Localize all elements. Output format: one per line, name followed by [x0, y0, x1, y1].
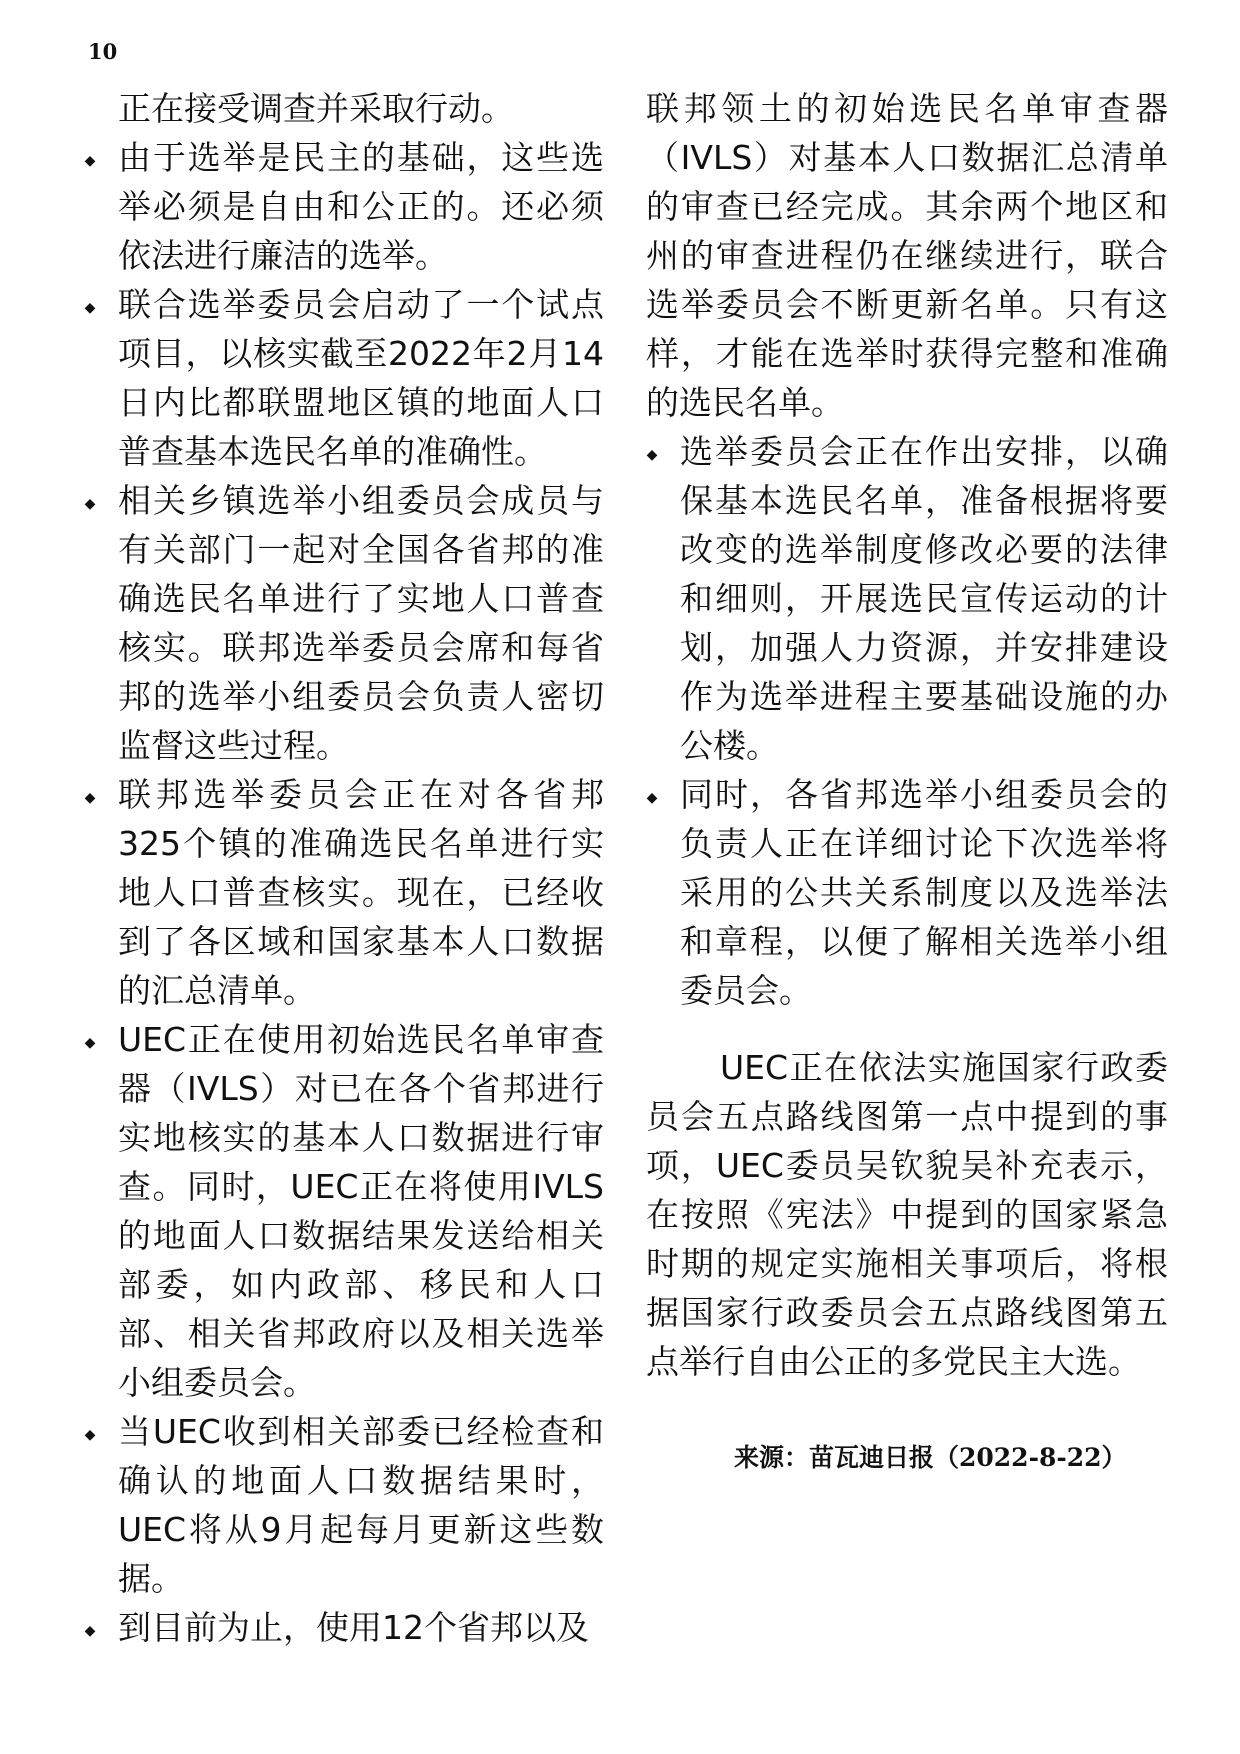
list-item-text: 联合选举委员会启动了一个试点项目，以核实截至2022年2月14日内比都联盟地区镇的地面人口普查基本选民名单的准确性。 — [118, 285, 604, 471]
diamond-bullet-icon: ◆ — [646, 447, 658, 463]
list-item-text: UEC正在使用初始选民名单审查器（IVLS）对已在各个省邦进行实地核实的基本人口数据进行审查。同时，UEC正在将使用IVLS的地面人口数据结果发送给相关部委，如内政部、移民和人口部、相关省邦政府以及相关选举小组委员会。 — [118, 1020, 604, 1402]
list-item-text: 联邦选举委员会正在对各省邦325个镇的准确选民名单进行实地人口普查核实。现在，已经收到了各区域和国家基本人口数据的汇总清单。 — [118, 775, 604, 1010]
diamond-bullet-icon: ◆ — [84, 1427, 96, 1443]
right-column — [646, 84, 1168, 1476]
right-continuation-text: 联邦领土的初始选民名单审查器（IVLS）对基本人口数据汇总清单的审查已经完成。其余两个地区和州的审查进程仍在继续进行，联合选举委员会不断更新名单。只有这样，才能在选举时获得完整和准确的选民名单。 — [646, 89, 1168, 422]
diamond-bullet-icon: ◆ — [84, 153, 96, 169]
list-item — [84, 280, 604, 476]
diamond-bullet-icon: ◆ — [84, 1623, 96, 1639]
left-continuation-text: 正在接受调查并采取行动。 — [118, 89, 514, 128]
diamond-bullet-icon: ◆ — [646, 790, 658, 806]
diamond-bullet-icon: ◆ — [84, 790, 96, 806]
page-number: 10 — [88, 39, 118, 64]
list-item-text: 到目前为止，使用12个省邦以及 — [118, 1608, 589, 1647]
right-bullet-list — [646, 427, 1168, 1015]
list-item — [646, 427, 1168, 770]
list-item — [84, 1015, 604, 1407]
diamond-bullet-icon: ◆ — [84, 300, 96, 316]
list-item — [646, 770, 1168, 1015]
list-item — [84, 770, 604, 1015]
list-item-text: 由于选举是民主的基础，这些选举必须是自由和公正的。还必须依法进行廉洁的选举。 — [118, 138, 604, 275]
diamond-bullet-icon: ◆ — [84, 1035, 96, 1051]
list-item — [84, 1603, 604, 1652]
list-item-text: 当UEC收到相关部委已经检查和确认的地面人口数据结果时，UEC将从9月起每月更新这些数据。 — [118, 1412, 604, 1598]
body-paragraph: UEC正在依法实施国家行政委员会五点路线图第一点中提到的事项，UEC委员吴钦貌吴补充表示，在按照《宪法》中提到的国家紧急时期的规定实施相关事项后，将根据国家行政委员会五点路线图第五点举行自由公正的多党民主大选。 — [646, 1048, 1168, 1381]
diamond-bullet-icon: ◆ — [84, 496, 96, 512]
list-item — [84, 476, 604, 770]
list-item — [84, 1407, 604, 1603]
list-item-text: 选举委员会正在作出安排，以确保基本选民名单，准备根据将要改变的选举制度修改必要的法律和细则，开展选民宣传运动的计划，加强人力资源，并安排建设作为选举进程主要基础设施的办公楼。 — [680, 432, 1168, 765]
list-item-text: 相关乡镇选举小组委员会成员与有关部门一起对全国各省邦的准确选民名单进行了实地人口普查核实。联邦选举委员会席和每省邦的选举小组委员会负责人密切监督这些过程。 — [118, 481, 604, 765]
list-item-text: 同时，各省邦选举小组委员会的负责人正在详细讨论下次选举将采用的公共关系制度以及选举法和章程，以便了解相关选举小组委员会。 — [680, 775, 1168, 1010]
left-bullet-list — [84, 133, 604, 1652]
left-column — [84, 84, 604, 1652]
source-citation: 来源：苗瓦迪日报（2022-8-22） — [734, 1443, 1127, 1472]
list-item — [84, 133, 604, 280]
